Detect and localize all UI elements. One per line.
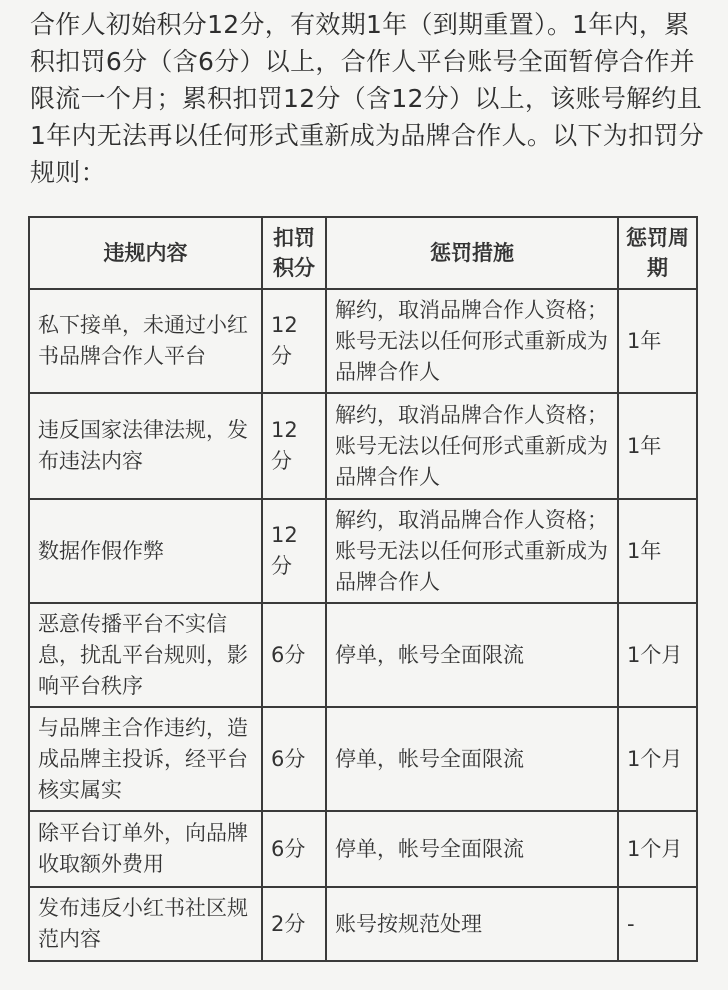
table-header-row (29, 217, 697, 289)
table-row (29, 887, 697, 961)
cell-measure: 账号按规范处理 (326, 887, 618, 961)
table-row (29, 393, 697, 499)
table-row (29, 707, 697, 811)
cell-period: 1个月 (618, 811, 697, 887)
table-row (29, 499, 697, 603)
cell-measure: 停单，帐号全面限流 (326, 603, 618, 707)
cell-period: - (618, 887, 697, 961)
header-period: 惩罚周期 (618, 217, 697, 289)
cell-measure: 解约，取消品牌合作人资格；账号无法以任何形式重新成为品牌合作人 (326, 289, 618, 393)
cell-measure: 解约，取消品牌合作人资格；账号无法以任何形式重新成为品牌合作人 (326, 393, 618, 499)
table-row (29, 603, 697, 707)
cell-period: 1个月 (618, 603, 697, 707)
cell-points: 12分 (262, 393, 326, 499)
cell-measure: 解约，取消品牌合作人资格；账号无法以任何形式重新成为品牌合作人 (326, 499, 618, 603)
table-row (29, 289, 697, 393)
cell-content: 恶意传播平台不实信息，扰乱平台规则，影响平台秩序 (29, 603, 262, 707)
penalty-rules-table (28, 216, 698, 962)
cell-period: 1个月 (618, 707, 697, 811)
cell-content: 除平台订单外，向品牌收取额外费用 (29, 811, 262, 887)
cell-points: 6分 (262, 603, 326, 707)
cell-points: 6分 (262, 707, 326, 811)
cell-content: 与品牌主合作违约，造成品牌主投诉，经平台核实属实 (29, 707, 262, 811)
cell-measure: 停单，帐号全面限流 (326, 707, 618, 811)
intro-paragraph: 合作人初始积分12分，有效期1年（到期重置）。1年内，累积扣罚6分（含6分）以上，合作人平台账号全面暂停合作并限流一个月；累积扣罚12分（含12分）以上，该账号解约且1年内无法再以任何形式重新成为品牌合作人。以下为扣罚分规则： (30, 10, 705, 187)
table-row (29, 811, 697, 887)
cell-content: 私下接单，未通过小红书品牌合作人平台 (29, 289, 262, 393)
cell-points: 6分 (262, 811, 326, 887)
header-points: 扣罚积分 (262, 217, 326, 289)
header-measure: 惩罚措施 (326, 217, 618, 289)
cell-measure: 停单，帐号全面限流 (326, 811, 618, 887)
cell-period: 1年 (618, 393, 697, 499)
cell-period: 1年 (618, 499, 697, 603)
header-content: 违规内容 (29, 217, 262, 289)
cell-points: 12分 (262, 289, 326, 393)
cell-content: 发布违反小红书社区规范内容 (29, 887, 262, 961)
cell-content: 数据作假作弊 (29, 499, 262, 603)
cell-points: 2分 (262, 887, 326, 961)
cell-period: 1年 (618, 289, 697, 393)
cell-points: 12分 (262, 499, 326, 603)
cell-content: 违反国家法律法规，发布违法内容 (29, 393, 262, 499)
